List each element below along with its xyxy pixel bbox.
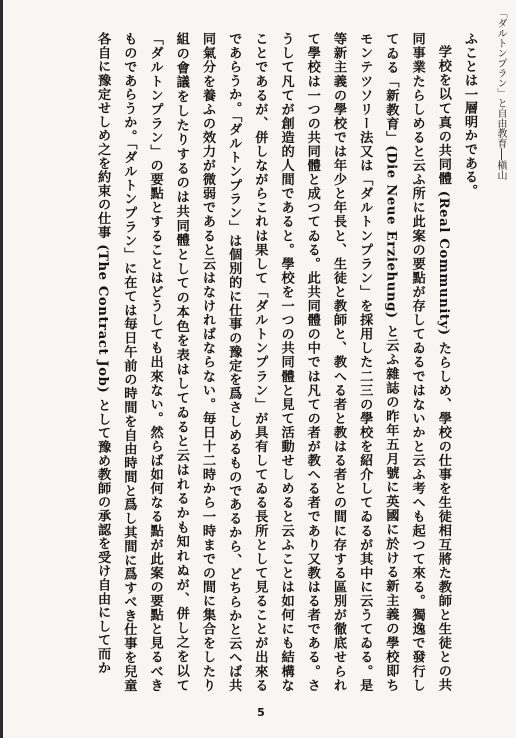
running-head: 「ダルトンプラン」と自由教育──槇山 [495, 8, 506, 181]
paragraph: 学校を以て真の共同體 (Real Community) たらしめ、學校の仕事を生徒相互將た教師と生徒との共同事業たらしめると云ふ所に此案の要點が存してゐるではないかと云ふ考へも起つて來る。獨逸で發行してゐる「新教育」(Die Neue Erziehung) と云ふ雜誌の昨年五月號に英國に於ける新主義の學校即ちモンテツソリー法又は「ダルトンプラン」を採用した二三の學校を紹介してゐるが其中に云うてゐる。是等新主義の學校では年少と年長と、生徒と教師と、教へる者と教はる者との間に存する區別が徹底せられて學校は一つの共同體と成つてゐる。此共同體の中では凡ての者が教へる者であり又教はる者である。さうして凡てが創造的人間であると。學校を一つの共同體と見て活動せしめると云ふことは如何にも結構なことであるが、併しながらこれは果して「ダルトンプラン」が具有してゐる長所として見ることが出來るであらうか。「ダルトンプラン」は個別的に仕事の豫定を爲さしめるものであるから、どちらかと云へば共同氣分を養ふの效力が微弱であると云はなければならない。毎日十二時から一時までの間に集合をしたり組の會議をしたりするのは共同體としての本色を表はしてゐると云はれるかも知れぬが、併し之を以て「ダルトンプラン」の要點とすることはどうしても出來ない。然らば如何なる點が此案の要點と見るべきものであらうか。「ダルトンプラン」に在ては毎日午前の時間を自由時間と爲し其間に爲すべき仕事を兒童各自に豫定せしめ之を約束の仕事 (The Contract Job) として豫め教師の承認を受け自由にして而か [95, 32, 451, 692]
page-number: 5 [257, 706, 265, 719]
paragraph-continuation: ふことは一層明かである。 [462, 32, 477, 198]
body-text [42, 32, 482, 692]
